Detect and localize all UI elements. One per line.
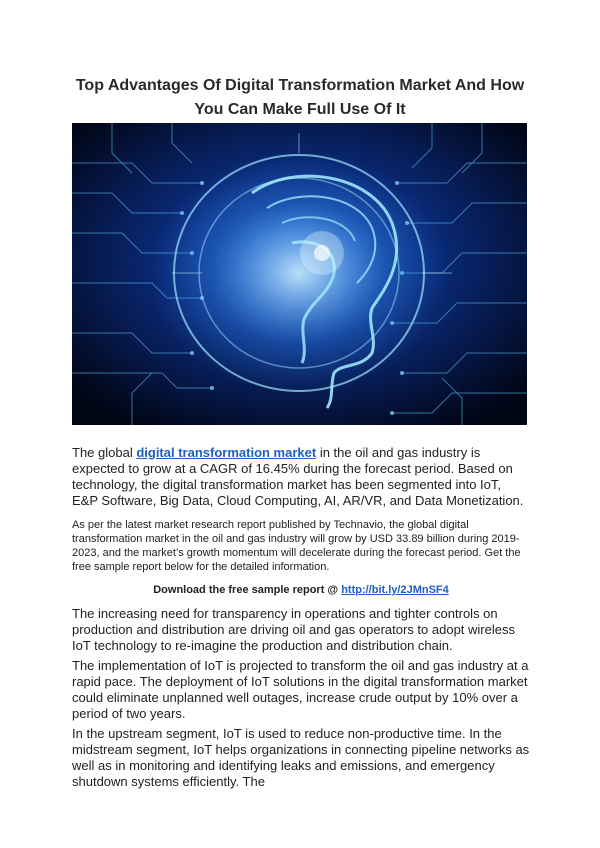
segment-paragraph: In the upstream segment, IoT is used to reduce non-productive time. In the midstream segment, IoT helps organizations in connecting pipeline networks as well as in monitoring and identifying leaks and emissions, and emergency shutdown systems efficiently. The — [72, 726, 530, 789]
ai-brain-circuit-icon — [72, 123, 527, 425]
intro-text-before: The global — [72, 445, 137, 460]
iot-implementation-paragraph: The implementation of IoT is projected to transform the oil and gas industry at a rapid pace. The deployment of IoT solutions in the digital transformation market could eliminate unplanned well outages, increase crude output by 10% over a period of two years. — [72, 658, 529, 721]
hero-image — [72, 123, 527, 425]
sample-report-link[interactable]: http://bit.ly/2JMnSF4 — [341, 584, 449, 596]
download-line — [72, 583, 530, 597]
report-paragraph: As per the latest market research report published by Technavio, the global digital transformation market in the oil and gas industry will grow by USD 33.89 billion during 2019-2023, and the market’s growth momentum will decelerate during the forecast period. Get the free sample report below for the detailed information. — [72, 519, 521, 573]
digital-transformation-market-link[interactable]: digital transformation market — [136, 445, 317, 460]
download-label: Download the free sample report @ — [153, 584, 342, 596]
intro-text-after: in the oil and gas industry is expected to grow at a CAGR of 16.45% during the forecast period. Based on technology, the digital transformation market has been segmented into IoT, E&P Software, Big Data, Cloud Computing, AI, AR/VR, and Data Monetization. — [72, 445, 524, 508]
article-title: Top Advantages Of Digital Transformation Market And How You Can Make Full Use Of It — [75, 77, 525, 118]
transparency-paragraph: The increasing need for transparency in operations and tighter controls on production and distribution are driving oil and gas operators to adopt wireless IoT technology to re-imagine the production and distribution chain. — [72, 606, 515, 653]
intro-paragraph — [72, 445, 530, 509]
